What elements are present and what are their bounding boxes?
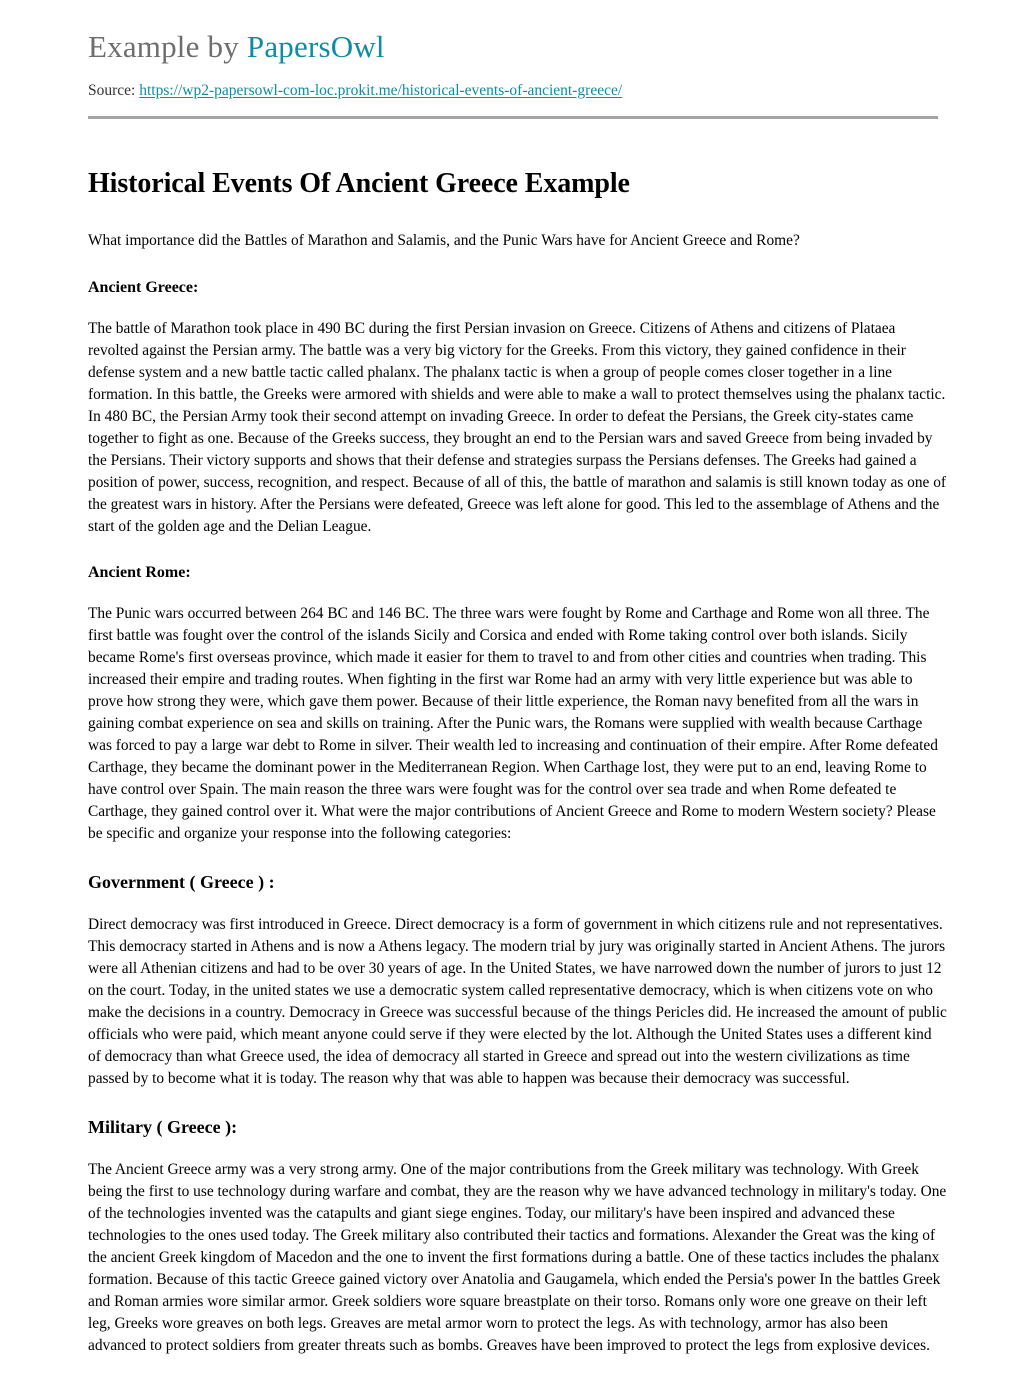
section-body-ancient-rome: The Punic wars occurred between 264 BC and 146 BC. The three wars were fought by Rome and Carthage and Rome won all three. The first battle was fought over the control of the islands Sicily and Corsica and ended with Rome taking control over both islands. Sicily became Rome's first overseas province, which made it easier for them to travel to and from other cities and countries when trading. This increased their empire and trading routes. When fighting in the first war Rome had an army with very little experience but was able to prove how strong they were, which gave them power. Because of their little experience, the Roman navy benefited from all the wars in gaining combat experience on sea and skills on training. After the Punic wars, the Romans were supplied with wealth because Carthage was forced to pay a large war debt to Rome in silver. Their wealth led to increasing and continuation of their empire. After Rome defeated Carthage, they became the dominant power in the Mediterranean Region. When Carthage lost, they were put to an end, leaving Rome to have control over Spain. The main reason the three wars were fought was for the control over sea trade and when Rome defeated te Carthage, they gained control over it. What were the major contributions of Ancient Greece and Rome to modern Western society? Please be specific and organize your response into the following categories:: [88, 605, 938, 842]
page-title: Historical Events Of Ancient Greece Example: [88, 167, 630, 199]
section-heading-ancient-greece: Ancient Greece:: [88, 279, 199, 297]
source-label: Source:: [88, 81, 136, 99]
section-body-ancient-greece: The battle of Marathon took place in 490 BC during the first Persian invasion on Greece. Citizens of Athens and citizens of Plataea revolted against the Persian army. The battle was a very big victory for the Greeks. From this victory, they gained confidence in their defense system and a new battle tactic called phalanx. The phalanx tactic is when a group of people comes closer together in a line formation. In this battle, the Greeks were armored with shields and were able to make a wall to protect themselves using the phalanx tactic. In 480 BC, the Persian Army took their second attempt on invading Greece. In order to defeat the Persians, the Greek city-states came together to fight as one. Because of the Greeks success, they brought an end to the Persian wars and saved Greece from being invaded by the Persians. Their victory supports and shows that their defense and strategies surpass the Persians defenses. The Greeks had gained a position of power, success, recognition, and respect. Because of all of this, the battle of marathon and salamis is still known today as one of the greatest wars in history. After the Persians were defeated, Greece was left alone for good. This led to the assemblage of Athens and the start of the golden age and the Delian League.: [88, 319, 947, 535]
section-heading-military-greece: Military ( Greece ):: [88, 1116, 238, 1137]
source-line: [88, 81, 938, 102]
article-body: [0, 119, 1024, 1391]
section-body-military-greece: The Ancient Greece army was a very strong army. One of the major contributions from the Greek military was technology. With Greek being the first to use technology during warfare and combat, they are the reason why we have advanced technology in military's today. One of the technologies invented was the catapults and giant siege engines. Today, our military's have been inspired and advanced these technologies to the ones used today. The Greek military also contributed their tactics and formations. Alexander the Great was the king of the ancient Greek kingdom of Macedon and the one to invent the first formations during a battle. One of these tactics includes the phalanx formation. Because of this tactic Greece gained victory over Anatolia and Gaugamela, which ended the Persia's power In the battles Greek and Roman armies wore similar armor. Greek soldiers wore square breastplate on their torso. Romans only wore one greave on their left leg, Greeks wore greaves on both legs. Greaves are metal armor worn to protect the legs. As with technology, armor has also been advanced to protect soldiers from greater threats such as bombs. Greaves have been improved to protect the legs from explosive devices.: [88, 1161, 947, 1354]
section-heading-ancient-rome: Ancient Rome:: [88, 564, 191, 582]
section-body-government-greece: Direct democracy was first introduced in Greece. Direct democracy is a form of government in which citizens rule and not representatives. This democracy started in Athens and is now a Athens legacy. The modern trial by jury was originally started in Ancient Athens. The jurors were all Athenian citizens and had to be over 30 years of age. In the United States, we have narrowed down the number of jurors to just 12 on the court. Today, in the united states we use a democratic system called representative democracy, which is when citizens vote on who make the decisions in a country. Democracy in Greece was successful because of the things Pericles did. He increased the amount of public officials who were paid, which meant anyone could serve if they were elected by the lot. Although the United States uses a different kind of democracy than what Greece used, the idea of democracy all started in Greece and spread out into the western civilizations as time passed by to become what it is today. The reason why that was able to happen was because their democracy was successful.: [88, 916, 947, 1087]
source-url-link[interactable]: https://wp2-papersowl-com-loc.prokit.me/historical-events-of-ancient-greece/: [139, 81, 623, 99]
section-heading-government-greece: Government ( Greece ) :: [88, 871, 275, 892]
brand-name-text: PapersOwl: [246, 29, 385, 64]
intro-paragraph: What importance did the Battles of Marathon and Salamis, and the Punic Wars have for Ancient Greece and Rome?: [88, 232, 800, 250]
brand-prefix-text: Example by: [88, 29, 247, 64]
brand-title: [88, 28, 938, 67]
document-header: [0, 0, 1024, 102]
